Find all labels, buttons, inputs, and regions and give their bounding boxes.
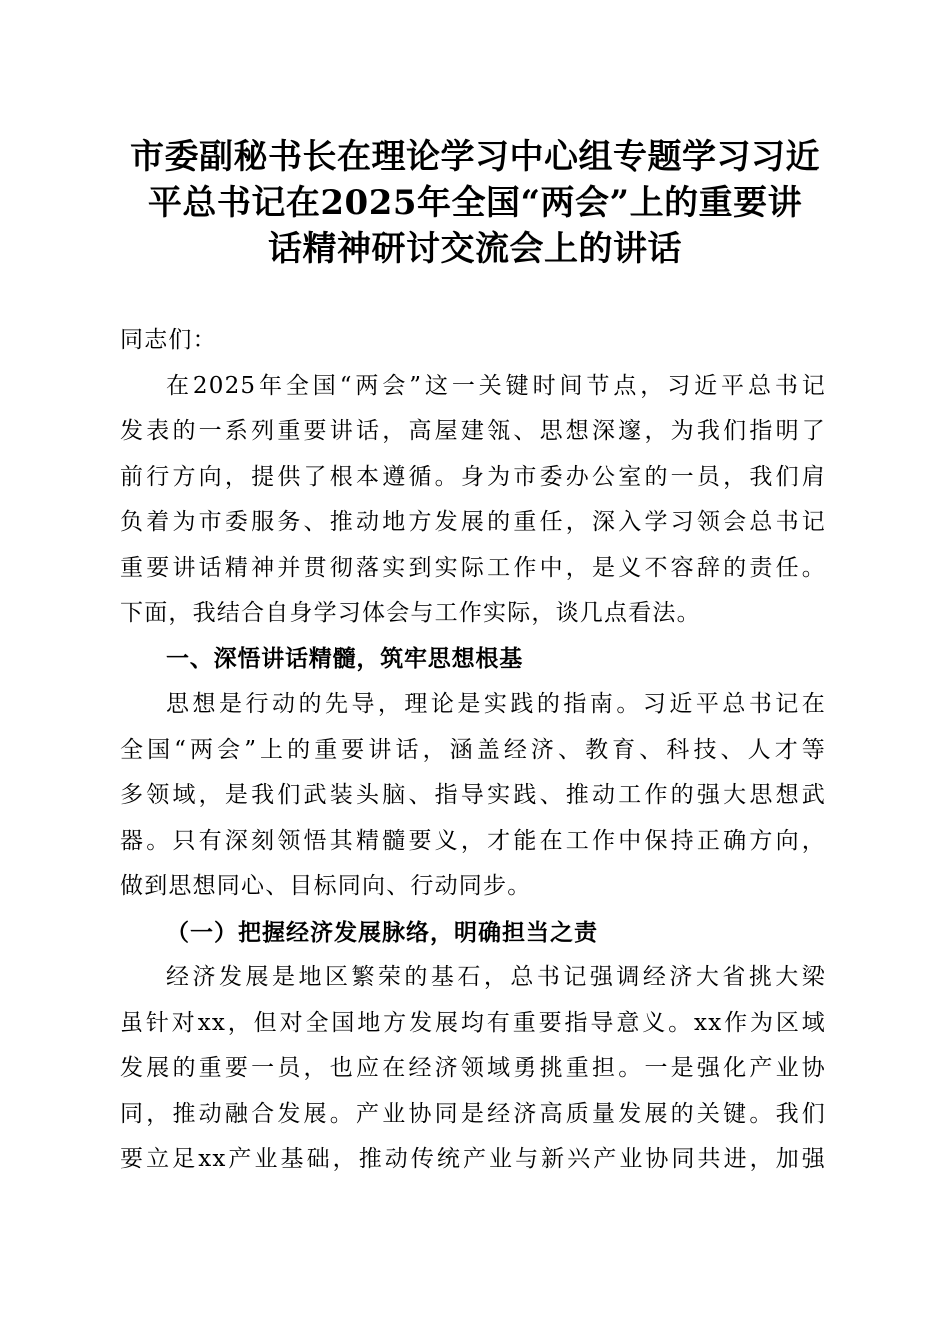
paragraph-line: 前行方向，提供了根本遵循。身为市委办公室的一员，我们肩 [120,463,826,490]
paragraph-line: 器。只有深刻领悟其精髓要义，才能在工作中保持正确方向， [120,827,826,854]
title-line: 平总书记在2025年全国“两会”上的重要讲 [147,183,803,223]
paragraph-line: 同，推动融合发展。产业协同是经济高质量发展的关键。我们 [120,1100,826,1127]
section-paragraph [120,682,826,910]
subsection-paragraph [120,955,826,1183]
paragraph-line: 发展的重要一员，也应在经济领域勇挑重担。一是强化产业协 [120,1055,826,1081]
salutation [120,318,826,364]
paragraph-line: 做到思想同心、目标同向、行动同步。 [120,873,532,899]
title-line: 话精神研讨交流会上的讲话 [268,229,682,269]
paragraph-line: 经济发展是地区繁荣的基石，总书记强调经济大省挑大梁 [166,964,826,990]
subsection-heading: （一）把握经济发展脉络，明确担当之责 [166,918,598,946]
document-title [110,134,840,272]
paragraph-line: 虽针对xx，但对全国地方发展均有重要指导意义。xx作为区域 [120,1009,826,1036]
paragraph-line: 重要讲话精神并贯彻落实到实际工作中，是义不容辞的责任。 [120,554,826,581]
section-heading: 一、深悟讲话精髓，筑牢思想根基 [166,645,523,672]
document-body [120,318,826,1183]
title-line: 市委副秘书长在理论学习中心组专题学习习近 [130,137,820,177]
paragraph-line: 全国“两会”上的重要讲话，涵盖经济、教育、科技、人才等 [120,736,826,763]
intro-paragraph [120,364,826,637]
paragraph-line: 发表的一系列重要讲话，高屋建瓴、思想深邃，为我们指明了 [120,418,826,444]
paragraph-line: 多领域，是我们武装头脑、指导实践、推动工作的强大思想武 [120,782,826,808]
paragraph-line: 在2025年全国“两会”这一关键时间节点，习近平总书记 [166,372,826,399]
paragraph-line: 下面，我结合自身学习体会与工作实际，谈几点看法。 [120,600,701,626]
paragraph-line: 思想是行动的先导，理论是实践的指南。习近平总书记在 [166,691,826,717]
paragraph-line: 要立足xx产业基础，推动传统产业与新兴产业协同共进，加强 [120,1146,826,1172]
salutation-text: 同志们： [120,327,217,353]
paragraph-line: 负着为市委服务、推动地方发展的重任，深入学习领会总书记 [120,509,826,535]
